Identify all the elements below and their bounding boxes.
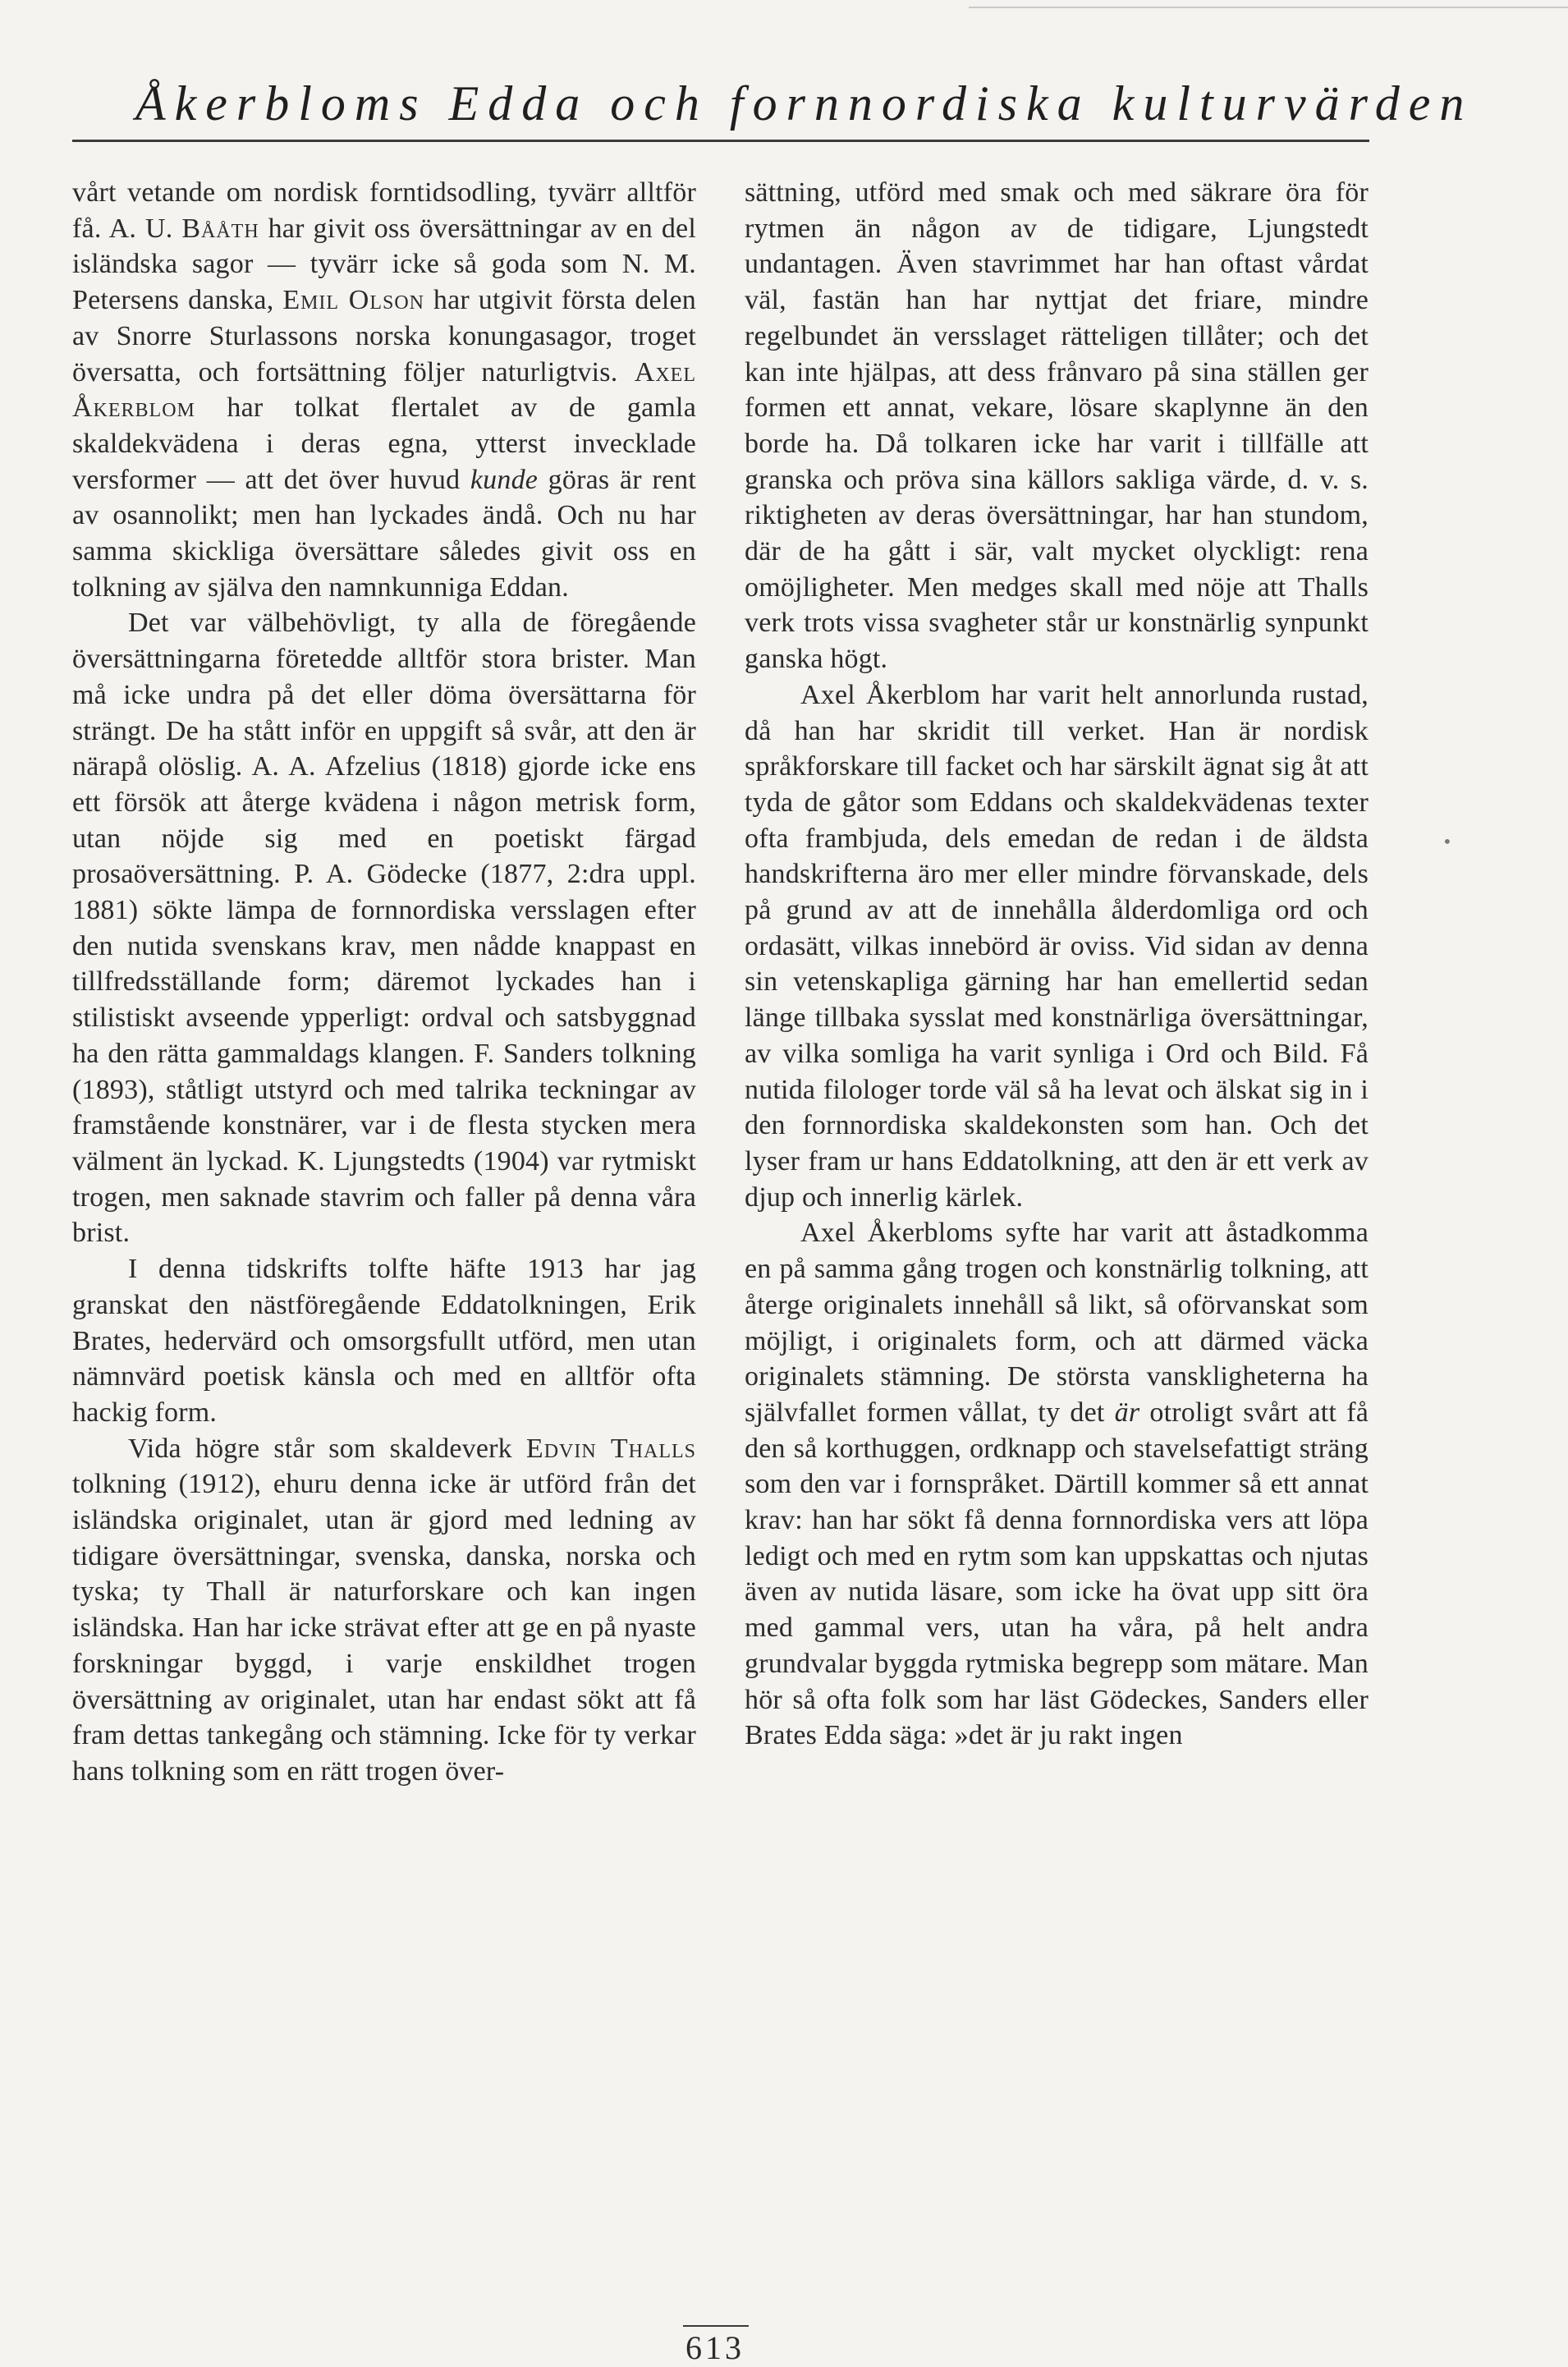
page-number-rule bbox=[683, 2325, 749, 2327]
top-edge-rule bbox=[969, 7, 1568, 8]
text-run: vårt vetande om nordisk forntidsodling, tyvärr alltför få. A. U. bbox=[72, 177, 696, 244]
author-name: Bååth bbox=[181, 213, 259, 244]
author-name: Edvin Thalls bbox=[525, 1433, 697, 1464]
paragraph bbox=[72, 175, 696, 605]
text-run: har utgivit första delen av Snorre Sturlassons norska konungasagor, troget översatta, och fortsättning följer naturligtvis. bbox=[72, 285, 696, 388]
author-name: Emil Olson bbox=[282, 285, 424, 316]
right-column bbox=[745, 175, 1369, 1754]
paragraph: Det var välbehövligt, ty alla de föregående översättningarna företedde alltför stora brister. Man må icke undra på det eller döma översättarna för strängt. De ha stått inför en uppgift så svår, att den är närapå olöslig. A. A. Afzelius (1818) gjorde icke ens ett försök att återge kvädena i någon metrisk form, utan nöjde sig med en poetiskt färgad prosaöversättning. P. A. Gödecke (1877, 2:dra uppl. 1881) sökte lämpa de fornnordiska versslagen efter den nutida svenskans krav, men nådde knappast en tillfredsställande form; däremot lyckades han i stilistiskt avseende ypperligt: ordval och satsbyggnad ha den rätta gammaldags klangen. F. Sanders tolkning (1893), ståtligt utstyrd och med talrika teckningar av framstående konstnärer, var i de flesta stycken mera välment än lyckad. K. Ljungstedts (1904) var rytmiskt trogen, men saknade stavrim och faller på denna våra brist. bbox=[72, 608, 696, 1249]
text-run: tolkning (1912), ehuru denna icke är utförd från det isländska originalet, utan är gjord med ledning av tidigare översättningar, svenska, danska, norska och tyska; ty Thall är naturforskare och kan ingen isländska. Han har icke strävat efter att ge en på nyaste forskningar byggd, i varje enskildhet trogen översättning av originalet, utan har endast sökt att få fram dettas tankegång och stämning. Icke för ty verkar hans tolkning som en rätt trogen över- bbox=[72, 1469, 696, 1787]
running-title: Åkerbloms Edda och fornnordiska kulturvärden bbox=[135, 76, 1474, 131]
emphasis: är bbox=[1114, 1397, 1140, 1428]
text-run: Vida högre står som skaldeverk bbox=[128, 1433, 526, 1464]
text-run: göras är rent av osannolikt; men han lyckades ändå. Och nu har samma skickliga översättare således givit oss en tolkning av själva den namnkunniga Eddan. bbox=[72, 464, 696, 603]
text-run: har givit oss översättningar av en del isländska sagor — tyvärr icke så goda som N. M. Petersens danska, bbox=[72, 213, 696, 316]
paragraph: I denna tidskrifts tolfte häfte 1913 har jag granskat den nästföregående Eddatolkningen, Erik Brates, hedervärd och omsorgsfullt utförd, men utan nämnvärd poetisk känsla och med en alltför ofta hackig form. bbox=[72, 1254, 696, 1428]
emphasis: kunde bbox=[470, 464, 539, 495]
text-run: har tolkat flertalet av de gamla skaldekvädena i deras egna, ytterst invecklade versformer — att det över huvud bbox=[72, 392, 696, 495]
paragraph: Axel Åkerblom har varit helt annorlunda rustad, då han har skridit till verket. Han är nordisk språkforskare till facket och har särskilt ägnat sig åt att tyda de gåtor som Eddans och skaldekvädenas texter ofta frambjuda, dels emedan de redan i de äldsta handskrifterna äro mer eller mindre förvanskade, dels på grund av att de innehålla ålderdomliga ord och ordasätt, vilkas innebörd är oviss. Vid sidan av denna sin vetenskapliga gärning har han emellertid sedan länge tillbaka sysslat med konstnärliga översättningar, av vilka somliga ha varit synliga i Ord och Bild. Få nutida filologer torde väl så ha levat och älskat sig in i den fornnordiska skaldekonsten som han. Och det lyser fram ur hans Eddatolkning, att den är ett verk av djup och innerlig kärlek. bbox=[745, 679, 1369, 1213]
author-name: Axel Åkerblom bbox=[72, 356, 696, 424]
margin-dot: • bbox=[1442, 832, 1452, 851]
text-run: Axel Åkerbloms syfte har varit att åstadkomma en på samma gång trogen och konstnärlig tolkning, att återge originalets innehåll så likt, så oförvanskat som möjligt, i originalets form, och att därmed väcka originalets stämning. De största vanskligheterna ha självfallet formen vållat, ty det bbox=[745, 1218, 1369, 1428]
paragraph bbox=[745, 1215, 1369, 1754]
page-number: 613 bbox=[685, 2329, 745, 2366]
left-column bbox=[72, 175, 696, 1790]
text-run: otroligt svårt att få den så korthuggen, ordknapp och stavelsefattigt sträng som den var i fornspråket. Därtill kommer så ett annat krav: han har sökt få denna fornnordiska vers att löpa ledigt och med en rytm som kan uppskattas och njutas även av nutida läsare, som icke ha övat upp sitt öra med gammal vers, utan ha våra, på helt andra grundvalar byggda rytmiska begrepp som mätare. Man hör så ofta folk som har läst Gödeckes, Sanders eller Brates Edda säga: »det är ju rakt ingen bbox=[745, 1397, 1369, 1751]
paragraph bbox=[72, 1431, 696, 1790]
header-rule bbox=[72, 140, 1369, 142]
paragraph: sättning, utförd med smak och med säkrare öra för rytmen än någon av de tidigare, Ljungstedt undantagen. Även stavrimmet har han oftast vårdat väl, fastän han har nyttjat det friare, mindre regelbundet än versslaget rätteligen tillåter; och det kan inte hjälpas, att dess frånvaro på sina ställen ger formen ett annat, vekare, lösare skaplynne än den borde ha. Då tolkaren icke har varit i tillfälle att granska och pröva sina källors sakliga värde, d. v. s. riktigheten av deras översättningar, har han stundom, där de ha gått i sär, valt mycket olyckligt: rena omöjligheter. Men medges skall med nöje att Thalls verk trots vissa svagheter står ur konstnärlig synpunkt ganska högt. bbox=[745, 177, 1369, 675]
